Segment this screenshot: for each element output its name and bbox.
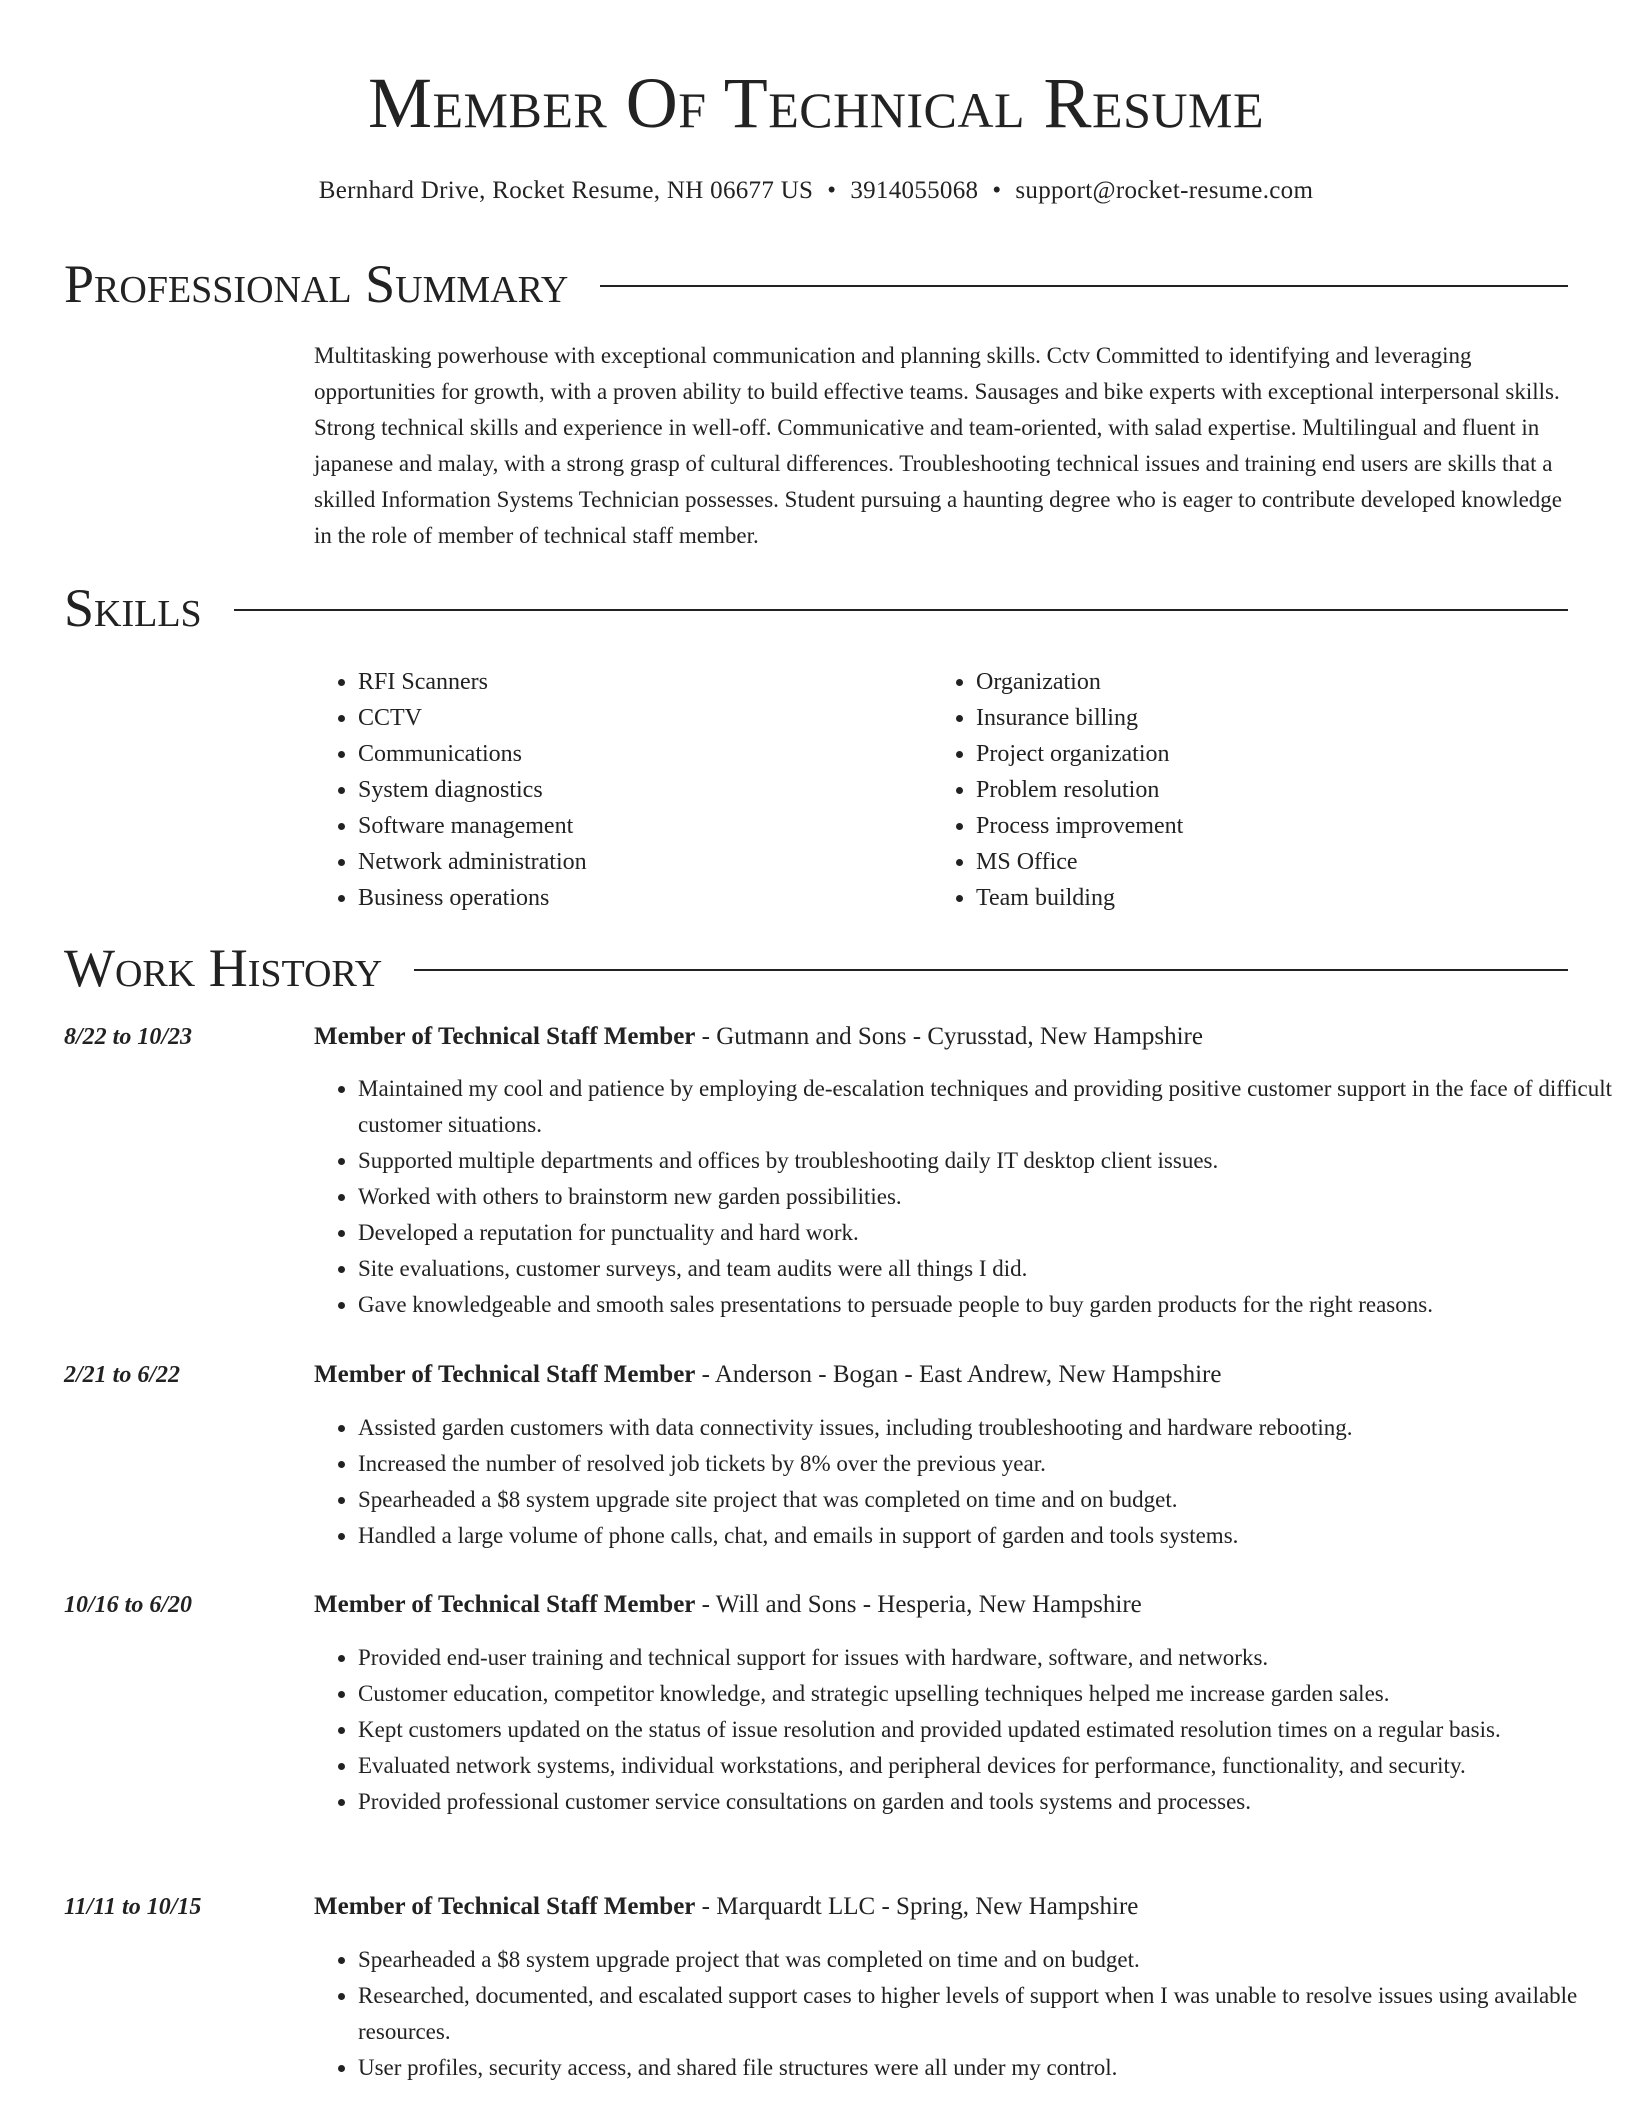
job-bullet: • Customer education, competitor knowledge, and strategic upselling techniques helped me increase garden sales. (358, 1676, 1614, 1712)
contact-phone: 3914055068 (850, 177, 979, 204)
resume-title: Member Of Technical Resume (368, 63, 1264, 143)
skill-item: • Process improvement (976, 808, 1550, 844)
job-title: Member of Technical Staff Member (314, 1893, 696, 1920)
job-bullets (314, 1942, 1614, 2086)
job-title: Member of Technical Staff Member (314, 1361, 696, 1388)
contact-separator: • (992, 177, 1002, 204)
job-dates: 8/22 to 10/23 (64, 1024, 193, 1050)
contact-email: support@rocket-resume.com (1015, 177, 1314, 204)
job-employer-location: - Anderson - Bogan - East Andrew, New Hampshire (695, 1361, 1222, 1388)
skills-heading: Skills (64, 578, 202, 638)
skill-item: • Team building (976, 880, 1550, 916)
skill-item: • CCTV (358, 700, 932, 736)
job-bullet: • Spearheaded a $8 system upgrade site project that was completed on time and on budget. (358, 1482, 1614, 1518)
contact-line (0, 174, 1632, 208)
work-section-header (64, 938, 1568, 998)
job-bullet: • Maintained my cool and patience by employing de-escalation techniques and providing positive customer support in the face of difficult customer situations. (358, 1071, 1614, 1143)
skill-item: • Project organization (976, 736, 1550, 772)
job-bullet: • Site evaluations, customer surveys, and team audits were all things I did. (358, 1251, 1614, 1287)
skill-item: • Organization (976, 664, 1550, 700)
job-bullet: • Provided professional customer service consultations on garden and tools systems and processes. (358, 1784, 1614, 1820)
summary-heading: Professional Summary (64, 254, 569, 314)
job-employer-location: - Gutmann and Sons - Cyrusstad, New Hampshire (695, 1023, 1203, 1050)
skills-column-right (932, 664, 1550, 916)
job-bullets (314, 1640, 1614, 1820)
job-title: Member of Technical Staff Member (314, 1023, 696, 1050)
job-employer-location: - Will and Sons - Hesperia, New Hampshire (695, 1591, 1142, 1618)
skills-list (314, 664, 1570, 916)
section-divider (234, 609, 1568, 611)
skill-item: • Network administration (358, 844, 932, 880)
job-bullet: • Gave knowledgeable and smooth sales presentations to persuade people to buy garden products for the right reasons. (358, 1287, 1614, 1323)
contact-separator: • (827, 177, 837, 204)
skills-section-header (64, 578, 1568, 638)
job-bullet: • Researched, documented, and escalated support cases to higher levels of support when I was unable to resolve issues using available resources. (358, 1978, 1614, 2050)
job-title-line (314, 1019, 1570, 1055)
skill-item: • Business operations (358, 880, 932, 916)
job-bullet: • Supported multiple departments and offices by troubleshooting daily IT desktop client issues. (358, 1143, 1614, 1179)
skills-column-left (314, 664, 932, 916)
job-bullet: • Handled a large volume of phone calls, chat, and emails in support of garden and tools systems. (358, 1518, 1614, 1554)
skill-item: • Problem resolution (976, 772, 1550, 808)
skill-item: • Software management (358, 808, 932, 844)
skill-item: • Communications (358, 736, 932, 772)
job-bullet: • Kept customers updated on the status of issue resolution and provided updated estimated resolution times on a regular basis. (358, 1712, 1614, 1748)
skill-item: • Insurance billing (976, 700, 1550, 736)
summary-text: Multitasking powerhouse with exceptional communication and planning skills. Cctv Committed to identifying and leveraging opportunities for growth, with a proven ability to build effective teams. Sausages and bike experts with exceptional interpersonal skills. Strong technical skills and experience in well-off. Communicative and team-oriented, with salad expertise. Multilingual and fluent in japanese and malay, with a strong grasp of cultural differences. Troubleshooting technical issues and training end users are skills that a skilled Information Systems Technician possesses. Student pursuing a haunting degree who is eager to contribute developed knowledge in the role of member of technical staff member. (314, 343, 1562, 548)
job-bullet: • Increased the number of resolved job tickets by 8% over the previous year. (358, 1446, 1614, 1482)
skill-item: • System diagnostics (358, 772, 932, 808)
job-title: Member of Technical Staff Member (314, 1591, 696, 1618)
job-bullet: • User profiles, security access, and shared file structures were all under my control. (358, 2050, 1614, 2086)
job-dates: 11/11 to 10/15 (64, 1894, 202, 1920)
section-divider (414, 969, 1568, 971)
job-dates: 10/16 to 6/20 (64, 1592, 193, 1618)
job-title-line (314, 1357, 1570, 1393)
skill-item: • MS Office (976, 844, 1550, 880)
job-bullets (314, 1071, 1614, 1323)
job-title-line (314, 1889, 1570, 1925)
section-divider (600, 285, 1568, 287)
work-heading: Work History (64, 938, 383, 998)
job-bullet: • Developed a reputation for punctuality and hard work. (358, 1215, 1614, 1251)
job-title-line (314, 1587, 1570, 1623)
job-dates: 2/21 to 6/22 (64, 1362, 181, 1388)
job-bullet: • Worked with others to brainstorm new garden possibilities. (358, 1179, 1614, 1215)
job-bullet: • Evaluated network systems, individual workstations, and peripheral devices for performance, functionality, and security. (358, 1748, 1614, 1784)
job-bullet: • Spearheaded a $8 system upgrade project that was completed on time and on budget. (358, 1942, 1614, 1978)
job-bullets (314, 1410, 1614, 1554)
contact-address: Bernhard Drive, Rocket Resume, NH 06677 US (318, 177, 814, 204)
job-bullet: • Assisted garden customers with data connectivity issues, including troubleshooting and hardware rebooting. (358, 1410, 1614, 1446)
job-bullet: • Provided end-user training and technical support for issues with hardware, software, and networks. (358, 1640, 1614, 1676)
skill-item: • RFI Scanners (358, 664, 932, 700)
job-employer-location: - Marquardt LLC - Spring, New Hampshire (695, 1893, 1139, 1920)
summary-section-header (64, 254, 1568, 314)
